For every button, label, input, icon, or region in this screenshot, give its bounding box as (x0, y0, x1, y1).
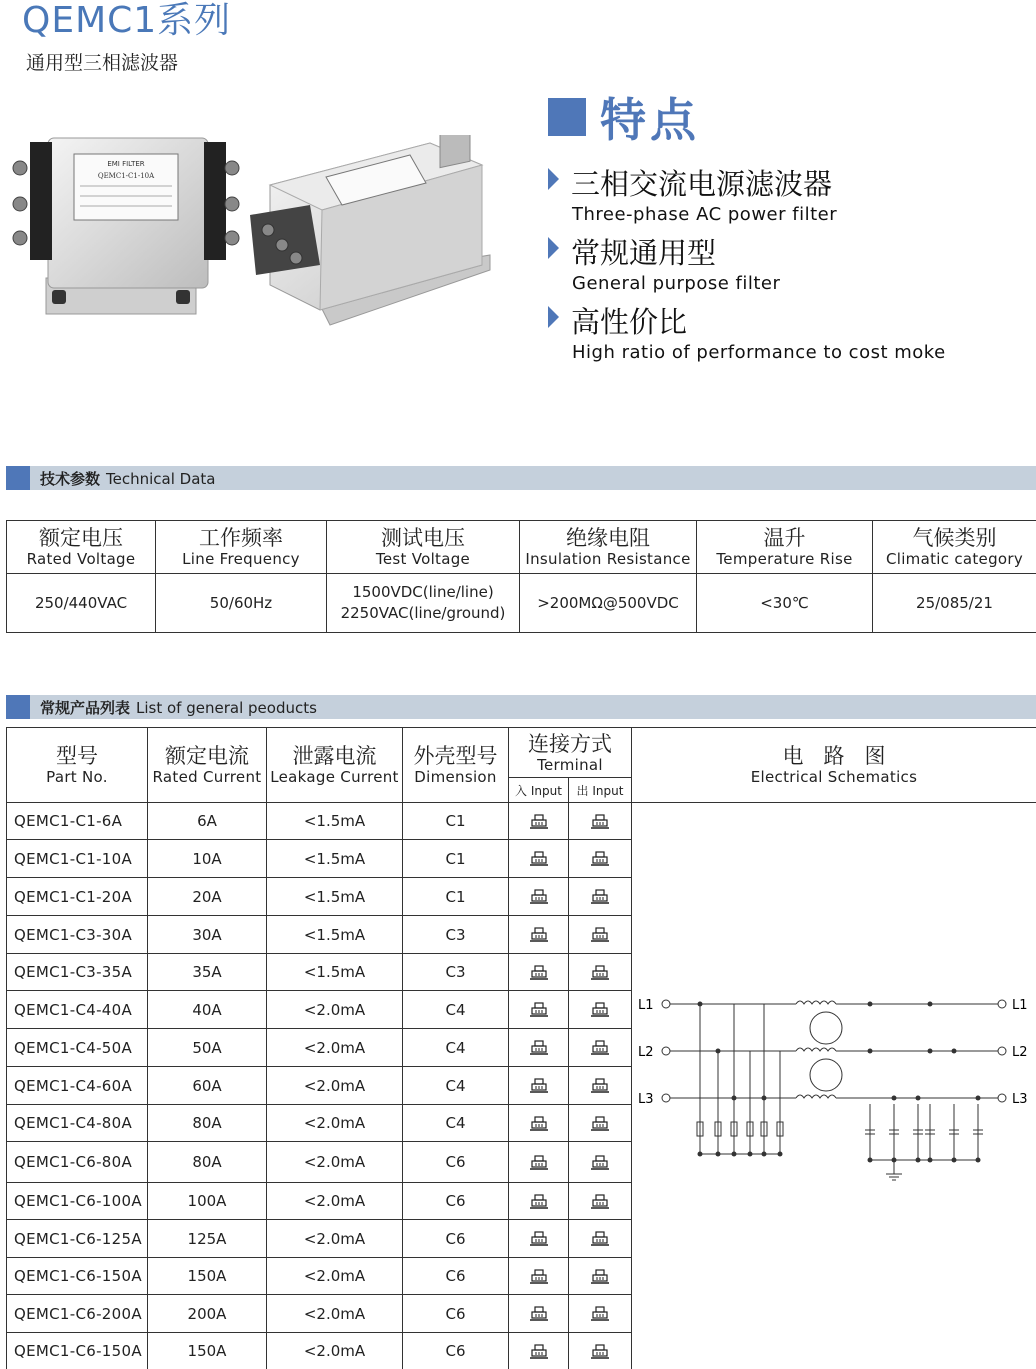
terminal-block-icon (591, 927, 609, 943)
terminal-out (569, 954, 632, 991)
terminal-in (509, 1105, 569, 1142)
leakage-current: <2.0mA (267, 1333, 403, 1369)
terminal-out (569, 1333, 632, 1369)
part-number: QEMC1-C6-150A (7, 1258, 148, 1295)
terminal-block-icon (530, 1040, 548, 1056)
terminal-out (569, 1295, 632, 1333)
leakage-current: <2.0mA (267, 1105, 403, 1142)
tech-header: 测试电压 Test Voltage (327, 521, 520, 574)
section-square-icon (6, 466, 30, 490)
leakage-current: <2.0mA (267, 1295, 403, 1333)
terminal-block-icon (591, 1306, 609, 1322)
rated-current: 150A (148, 1258, 267, 1295)
current-header: 额定电流 Rated Current (148, 728, 267, 803)
tech-header-row (7, 521, 1036, 574)
terminal-in (509, 1220, 569, 1258)
terminal-block-icon (591, 1344, 609, 1360)
terminal-out (569, 803, 632, 840)
terminal-block-icon (591, 1078, 609, 1094)
schematic-left-label: L3 (638, 1092, 654, 1107)
terminal-in (509, 991, 569, 1029)
leakage-current: <1.5mA (267, 803, 403, 840)
terminal-block-icon (530, 1231, 548, 1247)
terminal-block-icon (530, 1078, 548, 1094)
schematic-cell (632, 803, 1036, 1369)
feature-cn: 高性价比 (571, 305, 688, 339)
terminal-block-icon (591, 1231, 609, 1247)
terminal-in (509, 1295, 569, 1333)
terminal-out (569, 1220, 632, 1258)
terminal-out (569, 1029, 632, 1067)
schematic-left-label: L2 (638, 1045, 654, 1060)
terminal-out (569, 840, 632, 878)
dimension: C4 (403, 991, 509, 1029)
leakage-current: <2.0mA (267, 1029, 403, 1067)
terminal-in (509, 840, 569, 878)
part-number: QEMC1-C3-30A (7, 916, 148, 954)
part-number: QEMC1-C4-50A (7, 1029, 148, 1067)
terminal-out-header: 出 Input (569, 778, 632, 803)
rated-current: 100A (148, 1183, 267, 1220)
terminal-block-icon (530, 1344, 548, 1360)
terminal-block-icon (591, 814, 609, 830)
ground-icon (886, 1174, 902, 1180)
rated-current: 150A (148, 1333, 267, 1369)
part-number: QEMC1-C6-200A (7, 1295, 148, 1333)
schematic-right-label: L1 (1012, 998, 1028, 1013)
dimension: C6 (403, 1295, 509, 1333)
leakage-current: <2.0mA (267, 1067, 403, 1105)
part-number: QEMC1-C6-150A (7, 1333, 148, 1369)
part-number: QEMC1-C4-80A (7, 1105, 148, 1142)
terminal-block-icon (530, 965, 548, 981)
rated-current: 35A (148, 954, 267, 991)
terminal-in (509, 878, 569, 916)
terminal-block-icon (530, 1306, 548, 1322)
part-number: QEMC1-C1-6A (7, 803, 148, 840)
photo-label-line2: QEMC1-C1-10A (97, 172, 155, 180)
tech-section-label: 技术参数 Technical Data (40, 470, 216, 488)
leakage-current: <2.0mA (267, 1142, 403, 1183)
heading-square-icon (548, 98, 586, 136)
list-section-bar (6, 695, 1036, 719)
terminal-block-icon (591, 1116, 609, 1132)
dimension: C3 (403, 916, 509, 954)
terminal-block-icon (530, 851, 548, 867)
schematic-header: 电 路 图 Electrical Schematics (632, 728, 1036, 803)
rated-current: 80A (148, 1142, 267, 1183)
terminal-block-icon (530, 1116, 548, 1132)
series-subtitle: 通用型三相滤波器 (26, 52, 179, 74)
tech-value-row (7, 574, 1036, 633)
rated-current: 6A (148, 803, 267, 840)
terminal-in (509, 803, 569, 840)
rated-current: 40A (148, 991, 267, 1029)
schematic-right-label: L3 (1012, 1092, 1028, 1107)
electrical-schematic (634, 984, 1034, 1184)
part-number: QEMC1-C4-60A (7, 1067, 148, 1105)
tech-header: 工作频率 Line Frequency (156, 521, 327, 574)
terminal-out (569, 1258, 632, 1295)
terminal-in (509, 1258, 569, 1295)
product-photo-front (4, 130, 244, 320)
feature-en: General purpose filter (572, 273, 781, 294)
series-title: QEMC1系列 (22, 0, 232, 41)
terminal-out (569, 1142, 632, 1183)
tech-header: 额定电压 Rated Voltage (7, 521, 156, 574)
rated-current: 30A (148, 916, 267, 954)
terminal-block-icon (530, 1194, 548, 1210)
leakage-header: 泄露电流 Leakage Current (267, 728, 403, 803)
terminal-header: 连接方式 Terminal (509, 728, 632, 778)
photo-label-line1: EMI FILTER (107, 160, 145, 168)
terminal-block-icon (530, 1269, 548, 1285)
terminal-block-icon (530, 889, 548, 905)
temp-rise-value: <30℃ (697, 574, 873, 633)
tech-header: 温升 Temperature Rise (697, 521, 873, 574)
dimension: C4 (403, 1105, 509, 1142)
part-number: QEMC1-C1-20A (7, 878, 148, 916)
part-number: QEMC1-C1-10A (7, 840, 148, 878)
terminal-in (509, 916, 569, 954)
terminal-block-icon (591, 1269, 609, 1285)
terminal-out (569, 878, 632, 916)
rated-current: 10A (148, 840, 267, 878)
rated-current: 125A (148, 1220, 267, 1258)
terminal-block-icon (591, 1040, 609, 1056)
terminal-block-icon (591, 965, 609, 981)
feature-en: High ratio of performance to cost moke (572, 342, 946, 363)
rated-current: 80A (148, 1105, 267, 1142)
leakage-current: <2.0mA (267, 991, 403, 1029)
terminal-in (509, 1067, 569, 1105)
dimension: C4 (403, 1067, 509, 1105)
terminal-out (569, 916, 632, 954)
list-section-label: 常规产品列表 List of general peoducts (40, 699, 317, 717)
feature-en: Three-phase AC power filter (572, 204, 838, 225)
terminal-out (569, 1105, 632, 1142)
feature-cn: 三相交流电源滤波器 (571, 167, 833, 201)
leakage-current: <2.0mA (267, 1258, 403, 1295)
tech-header: 绝缘电阻 Insulation Resistance (520, 521, 697, 574)
leakage-current: <1.5mA (267, 954, 403, 991)
terminal-in (509, 1142, 569, 1183)
dimension: C1 (403, 840, 509, 878)
terminal-in (509, 1029, 569, 1067)
leakage-current: <2.0mA (267, 1183, 403, 1220)
dimension: C1 (403, 803, 509, 840)
insulation-value: >200MΩ@500VDC (520, 574, 697, 633)
terminal-block-icon (530, 814, 548, 830)
test-voltage-value: 1500VDC(line/line) 2250VAC(line/ground) (327, 574, 520, 633)
part-number: QEMC1-C6-125A (7, 1220, 148, 1258)
dimension: C6 (403, 1220, 509, 1258)
terminal-in-header: 入 Input (509, 778, 569, 803)
rated-current: 20A (148, 878, 267, 916)
triangle-arrow-icon (548, 168, 559, 190)
product-header-row (7, 728, 1036, 778)
part-number: QEMC1-C6-100A (7, 1183, 148, 1220)
terminal-block-icon (530, 1155, 548, 1171)
terminal-out (569, 1183, 632, 1220)
rated-current: 60A (148, 1067, 267, 1105)
dimension: C6 (403, 1142, 509, 1183)
leakage-current: <1.5mA (267, 878, 403, 916)
product-list-table (6, 727, 1036, 1369)
table-row (7, 803, 1036, 840)
product-rows (7, 803, 1036, 1369)
part-number: QEMC1-C6-80A (7, 1142, 148, 1183)
rated-current: 50A (148, 1029, 267, 1067)
terminal-in (509, 1183, 569, 1220)
dimension-header: 外壳型号 Dimension (403, 728, 509, 803)
line-frequency-value: 50/60Hz (156, 574, 327, 633)
terminal-block-icon (530, 1002, 548, 1018)
section-square-icon (6, 695, 30, 719)
rated-voltage-value: 250/440VAC (7, 574, 156, 633)
tech-data-table (6, 520, 1036, 633)
leakage-current: <2.0mA (267, 1220, 403, 1258)
leakage-current: <1.5mA (267, 840, 403, 878)
rated-current: 200A (148, 1295, 267, 1333)
product-photo-angle (250, 135, 502, 330)
tech-section-bar (6, 466, 1036, 490)
terminal-block-icon (530, 927, 548, 943)
dimension: C4 (403, 1029, 509, 1067)
part-number: QEMC1-C4-40A (7, 991, 148, 1029)
features-title: 特点 (600, 93, 700, 147)
terminal-block-icon (591, 889, 609, 905)
dimension: C1 (403, 878, 509, 916)
terminal-block-icon (591, 851, 609, 867)
triangle-arrow-icon (548, 237, 559, 259)
terminal-in (509, 1333, 569, 1369)
schematic-right-label: L2 (1012, 1045, 1028, 1060)
leakage-current: <1.5mA (267, 916, 403, 954)
climatic-value: 25/085/21 (873, 574, 1036, 633)
dimension: C6 (403, 1333, 509, 1369)
terminal-block-icon (591, 1194, 609, 1210)
triangle-arrow-icon (548, 306, 559, 328)
terminal-out (569, 991, 632, 1029)
dimension: C6 (403, 1183, 509, 1220)
feature-cn: 常规通用型 (571, 236, 717, 270)
schematic-left-label: L1 (638, 998, 654, 1013)
dimension: C6 (403, 1258, 509, 1295)
terminal-in (509, 954, 569, 991)
dimension: C3 (403, 954, 509, 991)
terminal-block-icon (591, 1155, 609, 1171)
tech-header: 气候类别 Climatic category (873, 521, 1036, 574)
features-heading (548, 84, 700, 150)
terminal-out (569, 1067, 632, 1105)
terminal-block-icon (591, 1002, 609, 1018)
part-header: 型号 Part No. (7, 728, 148, 803)
part-number: QEMC1-C3-35A (7, 954, 148, 991)
